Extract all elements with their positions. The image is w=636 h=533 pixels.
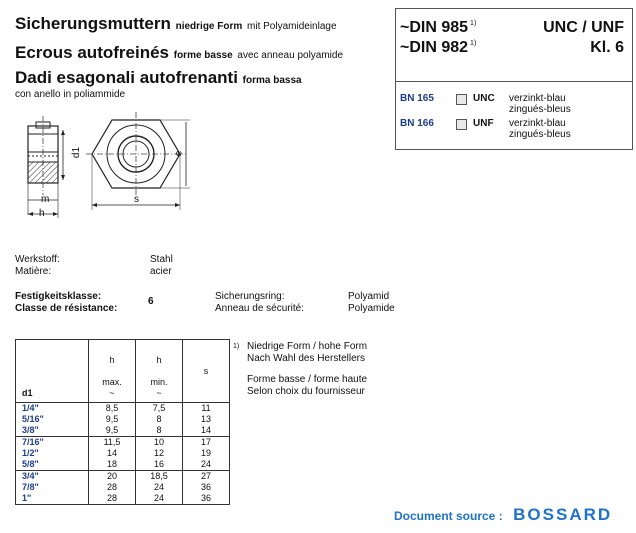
cell-d1: 5/8"	[16, 459, 89, 471]
strength-label-de: Festigkeitsklasse:	[15, 291, 102, 302]
din-982-footnote: 1)	[470, 40, 477, 47]
finish-fr: zingués-bleus	[509, 104, 571, 115]
finish-fr: zingués-bleus	[509, 129, 571, 140]
title-de-main: Sicherungsmuttern	[15, 14, 171, 33]
bn-code: BN 165	[400, 93, 434, 104]
cell-hmin: 10	[136, 437, 183, 449]
cell-hmax: 18	[89, 459, 136, 471]
cell-d1: 3/4"	[16, 471, 89, 483]
cell-hmin: 8	[136, 425, 183, 437]
title-it	[15, 68, 302, 88]
cell-d1: 1/2"	[16, 448, 89, 459]
cell-d1: 5/16"	[16, 414, 89, 425]
header-hmax-approx: ~	[109, 388, 115, 398]
table-row	[16, 493, 230, 505]
header-hmin-qual: min.	[150, 377, 168, 387]
cell-hmin: 7,5	[136, 403, 183, 415]
cell-hmax: 14	[89, 448, 136, 459]
title-fr	[15, 43, 343, 63]
title-de-form: niedrige Form	[175, 21, 243, 32]
cell-s: 11	[183, 403, 230, 415]
header-hmax-qual: max.	[102, 377, 122, 387]
note-fr	[247, 374, 367, 398]
title-it-desc: con anello in poliammide	[15, 89, 126, 100]
cell-s: 36	[183, 482, 230, 493]
note-fr-line2: Selon choix du fournisseur	[247, 386, 365, 397]
table-row	[16, 425, 230, 437]
title-fr-main: Ecrous autofreinés	[15, 43, 169, 62]
bn-code: BN 166	[400, 118, 434, 129]
title-it-main: Dadi esagonali autofrenanti	[15, 68, 238, 87]
table-row	[16, 471, 230, 483]
strength-label-fr: Classe de résistance:	[15, 303, 118, 314]
bossard-logo: BOSSARD	[513, 505, 613, 524]
ring-value-fr: Polyamide	[348, 303, 395, 314]
din-standard-box	[395, 8, 633, 150]
cell-s: 36	[183, 493, 230, 505]
material-value-fr: acier	[150, 266, 172, 277]
cell-hmin: 12	[136, 448, 183, 459]
cell-d1: 1/4"	[16, 403, 89, 415]
thread-type: UNC / UNF	[543, 19, 624, 36]
header-d1-text: d1	[22, 388, 33, 398]
cell-d1: 7/16"	[16, 437, 89, 449]
cell-hmax: 8,5	[89, 403, 136, 415]
col-s-header	[183, 340, 230, 403]
table-header-row	[16, 340, 230, 403]
cell-hmin: 16	[136, 459, 183, 471]
cell-hmax: 11,5	[89, 437, 136, 449]
table-row	[16, 437, 230, 449]
din-985	[400, 19, 476, 37]
finish-de: verzinkt-blau	[509, 93, 566, 104]
cell-hmax: 28	[89, 482, 136, 493]
table-row	[16, 403, 230, 415]
document-source	[394, 505, 612, 525]
note-de-line2: Nach Wahl des Herstellers	[247, 353, 366, 364]
note-de	[247, 341, 367, 365]
bn-thread: UNF	[473, 118, 494, 129]
cell-s: 24	[183, 459, 230, 471]
cell-d1: 1"	[16, 493, 89, 505]
strength-value: 6	[148, 296, 154, 307]
table-row	[16, 482, 230, 493]
material-value-de: Stahl	[150, 254, 173, 265]
table-body	[16, 403, 230, 505]
title-it-form: forma bassa	[242, 75, 302, 86]
checkbox-icon	[456, 119, 467, 130]
finish-de: verzinkt-blau	[509, 118, 566, 129]
bn-thread: UNC	[473, 93, 495, 104]
cell-s: 17	[183, 437, 230, 449]
din-985-footnote: 1)	[470, 20, 477, 27]
cell-s: 27	[183, 471, 230, 483]
ring-label-de: Sicherungsring:	[215, 291, 285, 302]
din-985-label: ~DIN 985	[400, 19, 469, 36]
cell-hmax: 20	[89, 471, 136, 483]
title-de-desc: mit Polyamideinlage	[247, 21, 337, 32]
property-class: Kl. 6	[590, 39, 624, 56]
note-fr-line1: Forme basse / forme haute	[247, 374, 368, 385]
cell-hmax: 9,5	[89, 425, 136, 437]
header-hmin-symbol: h	[156, 355, 162, 365]
bn-finish	[509, 93, 571, 115]
ring-value-de: Polyamid	[348, 291, 390, 302]
document-source-label: Document source :	[394, 509, 503, 523]
dim-e-label: e	[173, 150, 185, 157]
material-label-fr: Matière:	[15, 266, 52, 277]
bn-finish	[509, 118, 571, 140]
note-marker: 1)	[233, 343, 240, 350]
col-hmax-header	[89, 340, 136, 403]
dim-m-label: m	[41, 194, 50, 205]
cell-hmin: 24	[136, 493, 183, 505]
cell-hmax: 9,5	[89, 414, 136, 425]
cell-hmin: 24	[136, 482, 183, 493]
title-de	[15, 14, 337, 34]
cell-d1: 7/8"	[16, 482, 89, 493]
din-header	[396, 9, 632, 82]
ring-label-fr: Anneau de sécurité:	[215, 303, 304, 314]
cell-hmin: 18,5	[136, 471, 183, 483]
title-fr-desc: avec anneau polyamide	[237, 50, 344, 61]
dim-s-label: s	[134, 194, 139, 205]
table-row	[16, 448, 230, 459]
dim-d1-label: d1	[71, 146, 83, 159]
col-d1-header	[16, 340, 89, 403]
table-row	[16, 414, 230, 425]
dimensions-table	[15, 339, 230, 505]
cell-s: 14	[183, 425, 230, 437]
material-label-de: Werkstoff:	[15, 254, 60, 265]
cell-s: 19	[183, 448, 230, 459]
din-982-label: ~DIN 982	[400, 39, 469, 56]
header-s-symbol: s	[203, 366, 209, 376]
nut-drawing	[0, 110, 230, 225]
cell-d1: 3/8"	[16, 425, 89, 437]
title-fr-form: forme basse	[173, 50, 233, 61]
cell-hmin: 8	[136, 414, 183, 425]
table-row	[16, 459, 230, 471]
dim-h-label: h	[39, 208, 45, 219]
note-de-line1: Niedrige Form / hohe Form	[247, 341, 368, 352]
col-hmin-header	[136, 340, 183, 403]
cell-s: 13	[183, 414, 230, 425]
header-hmin-approx: ~	[156, 388, 162, 398]
din-982	[400, 39, 476, 57]
checkbox-icon	[456, 94, 467, 105]
header-hmax-symbol: h	[109, 355, 115, 365]
cell-hmax: 28	[89, 493, 136, 505]
